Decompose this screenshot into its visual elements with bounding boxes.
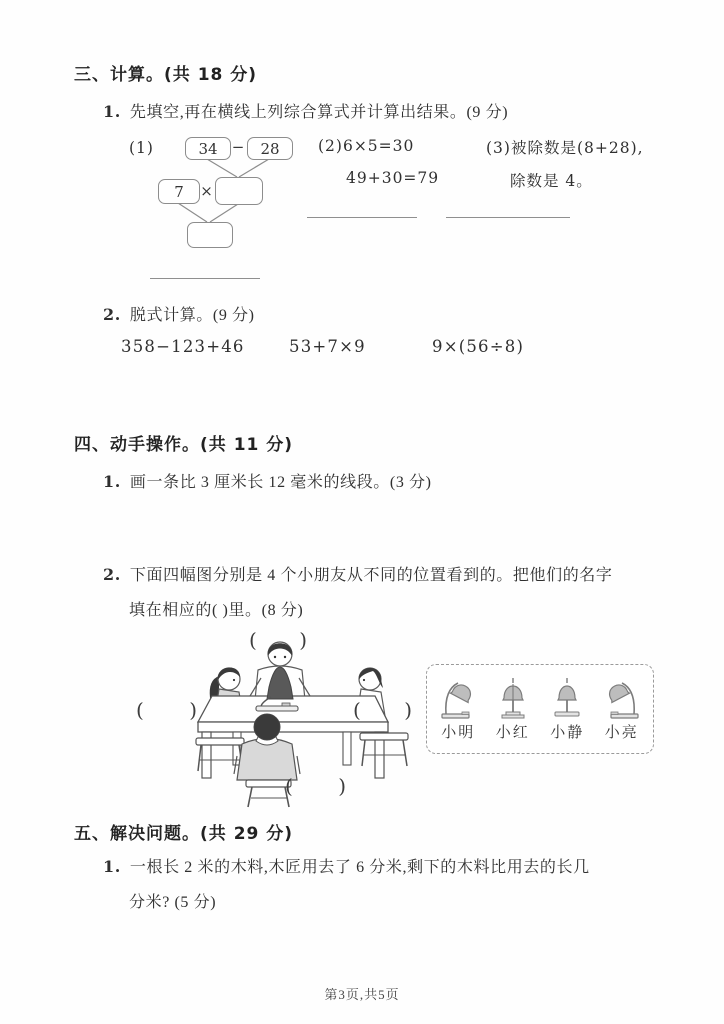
part2-answer-line[interactable] [307, 216, 417, 218]
pyramid-answer-box-bottom[interactable] [187, 222, 233, 248]
page-number-footer: 第3页,共5页 [324, 987, 400, 1002]
hands-on-q1-text: 画一条比 3 厘米长 12 毫米的线段。(3 分) [129, 474, 432, 491]
section-calc-heading: 三、计算。(共 18 分) [74, 65, 258, 85]
solve-q1-number: 1. [103, 857, 121, 876]
hands-on-q1-number: 1. [103, 472, 121, 491]
paren-close: ) [404, 698, 412, 722]
paren-close: ) [189, 698, 197, 722]
solve-q1-line1 [103, 854, 590, 877]
paren-open: ( [285, 774, 293, 798]
section-solve-heading: 五、解决问题。(共 29 分) [74, 824, 294, 844]
hands-on-q2-number: 2. [103, 565, 121, 584]
solve-q1-line2: 分米? (5 分) [129, 894, 217, 911]
hands-on-q1-line [103, 469, 432, 492]
number-pyramid-diagram [150, 133, 280, 285]
calc-q1-part2-line1: (2)6×5=30 [318, 137, 415, 155]
calc-q2-expr2: 53+7×9 [289, 337, 366, 356]
pyramid-answer-box-mid[interactable] [215, 177, 263, 205]
paren-open: ( [353, 698, 361, 722]
section-hands-on-heading: 四、动手操作。(共 11 分) [74, 435, 294, 455]
pyramid-box-7: 7 [158, 179, 200, 204]
answer-slot-left[interactable] [136, 698, 197, 722]
paren-close: ) [299, 628, 307, 652]
desk-lamp-right-icon [438, 674, 478, 720]
calc-q1-text: 先填空,再在横线上列综合算式并计算出结果。(9 分) [129, 104, 509, 121]
desk-lamp-back-icon [547, 674, 587, 720]
answer-slot-top[interactable] [249, 628, 307, 652]
lamp-name: 小亮 [604, 725, 639, 741]
lamp-name: 小红 [495, 725, 530, 741]
answer-slot-bottom[interactable] [285, 774, 346, 798]
part3-answer-line[interactable] [446, 216, 570, 218]
part1-answer-line[interactable] [150, 277, 260, 279]
calc-q2-number: 2. [103, 305, 121, 324]
hands-on-q2-line1 [103, 562, 613, 585]
answer-slot-right[interactable] [353, 698, 412, 722]
calc-q2-text: 脱式计算。(9 分) [129, 307, 255, 324]
calc-q1-number: 1. [103, 102, 121, 121]
minus-sign: − [231, 138, 245, 156]
solve-q1-text1: 一根长 2 米的木料,木匠用去了 6 分米,剩下的木料比用去的长几 [129, 859, 590, 876]
lamp-choice-xiaohong [486, 674, 540, 742]
paren-open: ( [249, 628, 257, 652]
paren-open: ( [136, 698, 144, 722]
calc-q2-expr3: 9×(56÷8) [432, 337, 525, 356]
hands-on-q2-text1: 下面四幅图分别是 4 个小朋友从不同的位置看到的。把他们的名字 [129, 567, 613, 584]
lamp-name: 小静 [550, 725, 585, 741]
pyramid-box-34: 34 [185, 137, 231, 160]
pyramid-box-28: 28 [247, 137, 293, 160]
desk-lamp-front-icon [493, 674, 533, 720]
paren-close: ) [338, 774, 346, 798]
lamp-choice-xiaoming [431, 674, 485, 742]
calc-q2-line [103, 302, 255, 325]
desk-lamp-left-icon [602, 674, 642, 720]
lamp-choices-box [426, 664, 654, 754]
calc-q1-part2-line2: 49+30=79 [346, 169, 440, 187]
calc-q1-part3-line2: 除数是 4。 [510, 172, 593, 190]
times-sign: × [200, 182, 213, 200]
calc-q1-part1-label: (1) [129, 139, 154, 157]
lamp-name: 小明 [441, 725, 476, 741]
calc-q2-expr1: 358−123+46 [121, 337, 245, 356]
calc-q1-line [103, 99, 508, 122]
hands-on-q2-line2: 填在相应的( )里。(8 分) [129, 602, 304, 619]
lamp-choice-xiaojing [540, 674, 594, 742]
lamp-choice-xiaoliang [595, 674, 649, 742]
calc-q1-part3-line1: (3)被除数是(8+28), [486, 139, 644, 157]
